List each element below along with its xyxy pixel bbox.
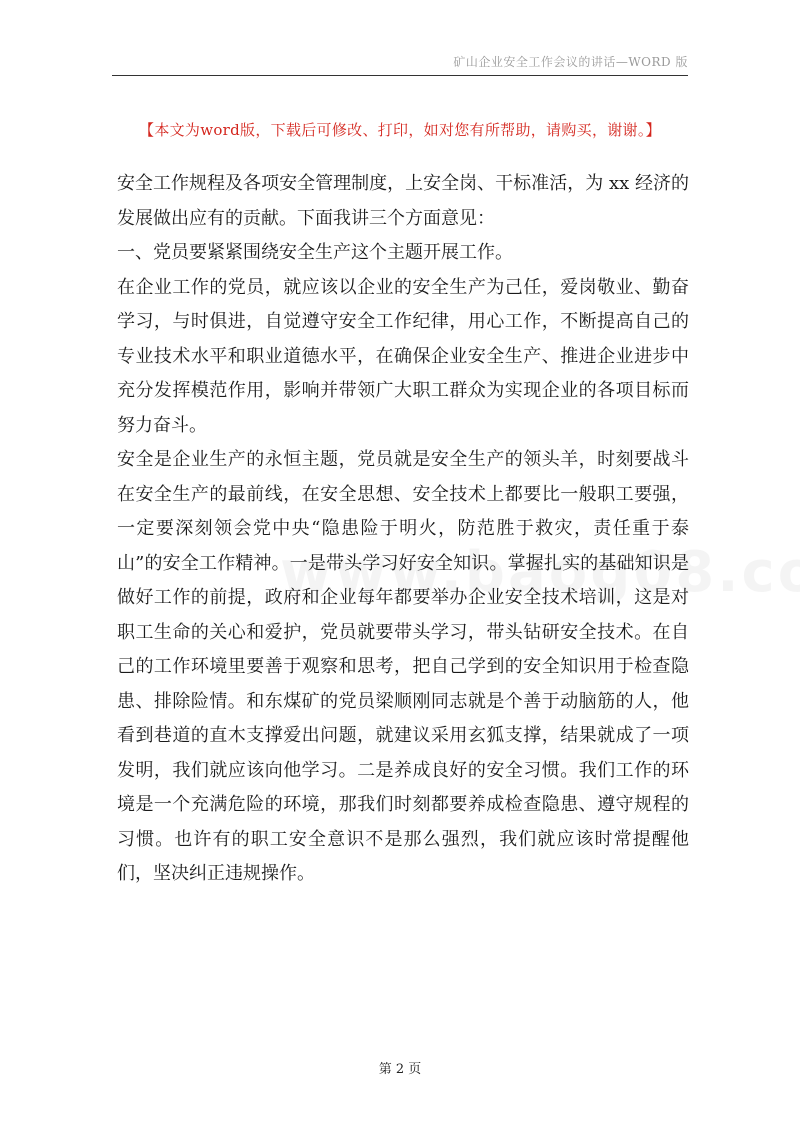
- body-paragraph: 在企业工作的党员，就应该以企业的安全生产为己任，爱岗敬业、勤奋学习，与时俱进，自觉遵守安全工作纪律，用心工作，不断提高自己的专业技术水平和职业道德水平，在确保企业安全生产、推进企业进步中充分发挥模范作用，影响并带领广大职工群众为实现企业的各项目标而努力奋斗。: [117, 276, 689, 436]
- header-divider: [112, 75, 688, 76]
- document-body: [117, 167, 689, 892]
- section-heading: 一、党员要紧紧围绕安全生产这个主题开展工作。: [117, 242, 513, 263]
- page-number: 第 2 页: [378, 1062, 422, 1077]
- body-paragraph: 安全工作规程及各项安全管理制度，上安全岗、干标准活，为 xx 经济的发展做出应有的贡献。下面我讲三个方面意见：: [117, 173, 689, 229]
- purchase-notice: 【本文为word版，下载后可修改、打印，如对您有所帮助，请购买，谢谢。】: [139, 121, 661, 139]
- document-header-title: 矿山企业安全工作会议的讲话—WORD 版: [453, 55, 688, 69]
- body-paragraph: 安全是企业生产的永恒主题，党员就是安全生产的领头羊，时刻要战斗在安全生产的最前线，在安全思想、安全技术上都要比一般职工要强，一定要深刻领会党中央“隐患险于明火，防范胜于救灾，责任重于泰山”的安全工作精神。一是带头学习好安全知识。掌握扎实的基础知识是做好工作的前提，政府和企业每年都要举办企业安全技术培训，这是对职工生命的关心和爱护，党员就要带头学习，带头钻研安全技术。在自己的工作环境里要善于观察和思考，把自己学到的安全知识用于检查隐患、排除险情。和东煤矿的党员梁顺刚同志就是个善于动脑筋的人，他看到巷道的直木支撑爱出问题，就建议采用玄狐支撑，结果就成了一项发明，我们就应该向他学习。二是养成良好的安全习惯。我们工作的环境是一个充满危险的环境，那我们时刻都要养成检查隐患、遵守规程的习惯。也许有的职工安全意识不是那么强烈，我们就应该时常提醒他们，坚决纠正违规操作。: [117, 449, 689, 884]
